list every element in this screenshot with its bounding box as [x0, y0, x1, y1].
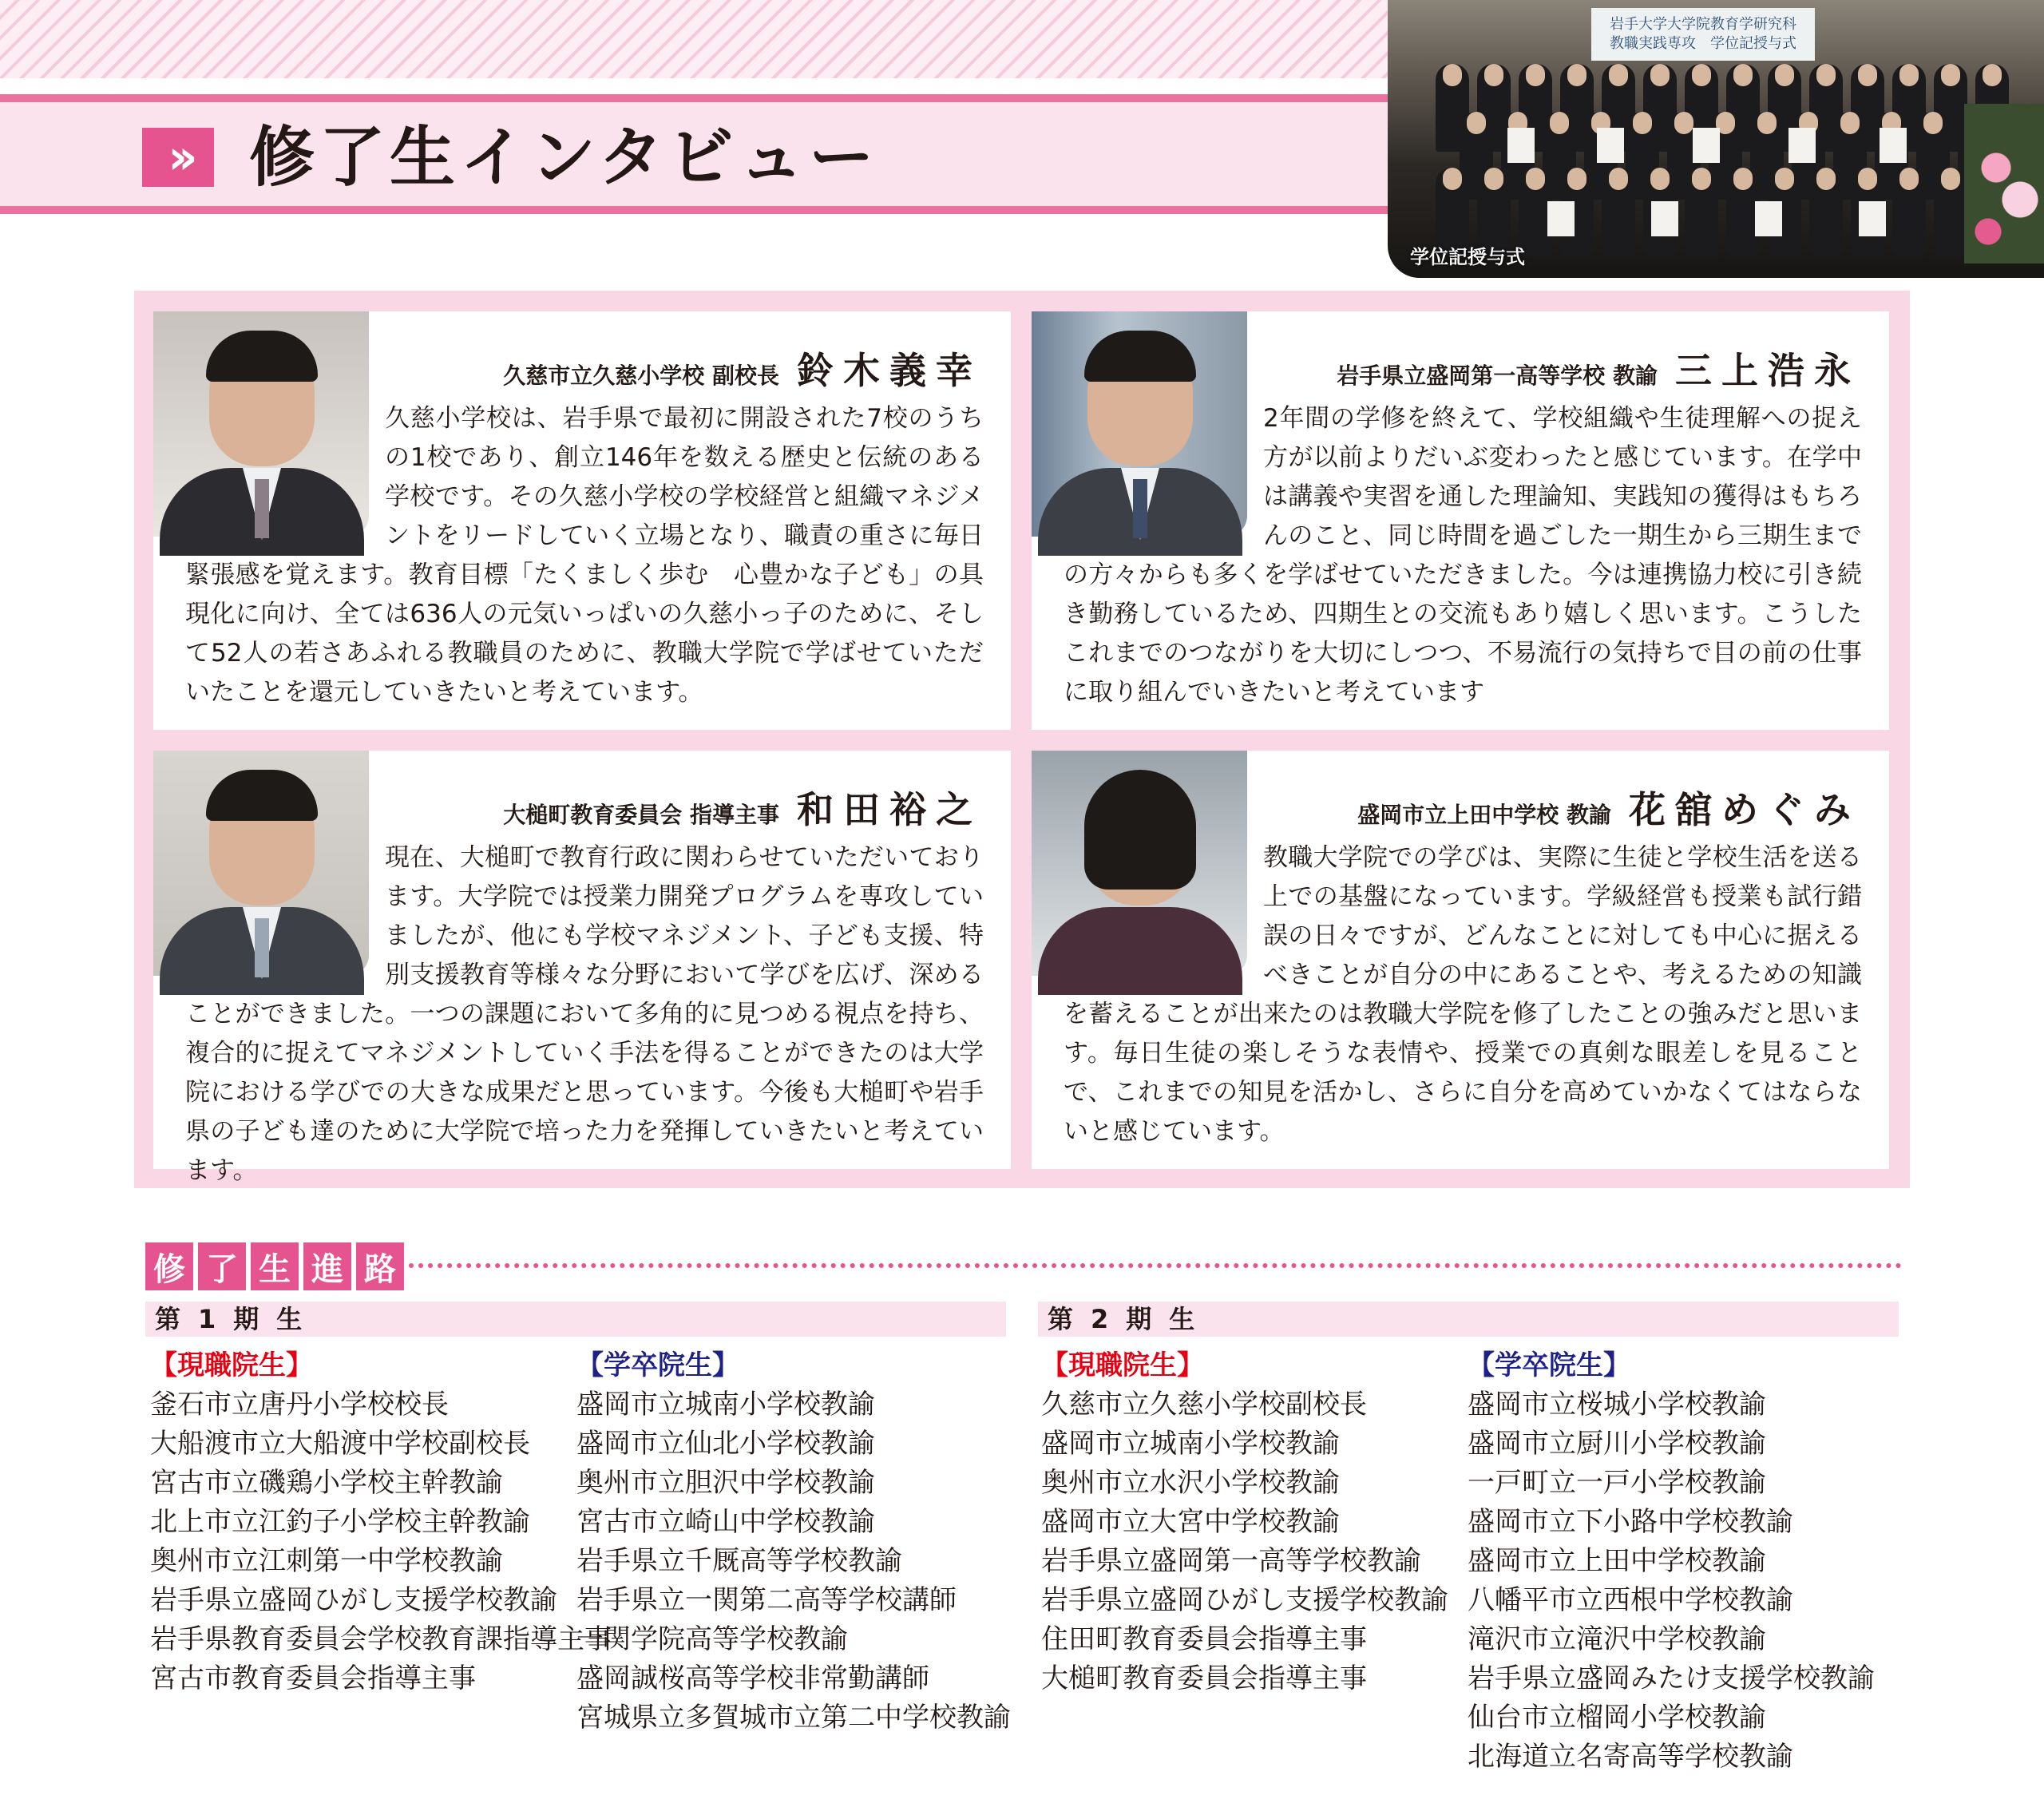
flower-arrangement [1964, 104, 2044, 264]
career-entry: 盛岡市立仙北小学校教諭 [576, 1428, 875, 1460]
careers-title [145, 1242, 404, 1290]
career-entry: 釜石市立唐丹小学校校長 [150, 1389, 449, 1421]
career-entry: 宮城県立多賀城市立第二中学校教諭 [576, 1702, 1011, 1734]
career-entry: 岩手県立千厩高等学校教諭 [576, 1545, 902, 1577]
photo-banner-line1: 岩手大学大学院教育学研究科 [1610, 16, 1796, 33]
career-entry: 大船渡市立大船渡中学校副校長 [150, 1428, 530, 1460]
career-entry: 岩手県教育委員会学校教育課指導主事 [150, 1623, 612, 1655]
career-entry: 岩手県立盛岡第一高等学校教諭 [1041, 1545, 1421, 1577]
career-entry: 盛岡誠桜高等学校非常勤講師 [576, 1662, 929, 1694]
career-entry: 北海道立名寄高等学校教諭 [1468, 1741, 1793, 1773]
career-entry: 北上市立江釣子小学校主幹教諭 [150, 1506, 530, 1538]
career-entry: 滝沢市立滝沢中学校教諭 [1468, 1623, 1766, 1655]
certificate [1788, 128, 1816, 163]
career-entry: 盛岡市立上田中学校教諭 [1468, 1545, 1766, 1577]
certificate [1755, 201, 1782, 236]
double-chevron-icon: ›› [142, 128, 214, 187]
career-list [1041, 1346, 1448, 1698]
career-entry: 盛岡市立厨川小学校教諭 [1468, 1428, 1766, 1460]
career-entry: 岩手県立盛岡ひがし支援学校教諭 [1041, 1584, 1448, 1616]
certificate [1547, 201, 1575, 236]
certificate [1597, 128, 1624, 163]
career-entry: 奥州市立水沢小学校教諭 [1041, 1467, 1340, 1499]
interviewee-name: 和田裕之 [797, 788, 982, 831]
photo-banner-line2: 教職実践専攻 学位記授与式 [1610, 35, 1796, 52]
ceremony-photo [1388, 0, 2044, 278]
certificate [1859, 201, 1886, 236]
career-group-label: 【現職院生】 [150, 1349, 313, 1381]
career-group-label: 【学卒院生】 [576, 1349, 739, 1381]
interviewee-name: 鈴木義幸 [797, 349, 982, 392]
career-entry: 仙台市立榴岡小学校教諭 [1468, 1702, 1766, 1734]
career-entry: 宮古市立磯鶏小学校主幹教諭 [150, 1467, 503, 1499]
careers-title-char: 了 [198, 1242, 246, 1290]
interviewee-name: 花舘めぐみ [1629, 788, 1860, 831]
career-entry: 久慈市立久慈小学校副校長 [1041, 1389, 1367, 1421]
career-list [1468, 1346, 1875, 1777]
interviewee-org: 盛岡市立上田中学校 教諭 [1357, 802, 1611, 828]
term-header: 第2期生 [1038, 1302, 1899, 1337]
interview-card [1032, 311, 1889, 730]
dotted-divider [409, 1263, 1902, 1268]
interview-text: 2年間の学修を終えて、学校組織や生徒理解への捉え方が以前よりだいぶ変わったと感じています。在学中は講義や実習を通した理論知、実践知の獲得はもちろんのこと、同じ時間を過ごした一期生から三期生までの方々からも多くを学ばせていただきました。今は連携協力校に引き続き勤務しているため、四期生との交流もあり嬉しく思います。こうしたこれまでのつながりを大切にしつつ、不易流行の気持ちで目の前の仕事に取り組んでいきたいと考えています [1064, 404, 1862, 707]
interviewee-heading [1337, 342, 1860, 394]
career-entry: 八幡平市立西根中学校教諭 [1468, 1584, 1793, 1616]
career-list [150, 1346, 612, 1698]
certificate [1507, 128, 1535, 163]
career-entry: 岩手県立盛岡ひがし支援学校教諭 [150, 1584, 557, 1616]
career-entry: 岩手県立盛岡みたけ支援学校教諭 [1468, 1662, 1875, 1694]
career-entry: 奥州市立胆沢中学校教諭 [576, 1467, 875, 1499]
career-entry: 宮古市教育委員会指導主事 [150, 1662, 476, 1694]
career-entry: 盛岡市立大宮中学校教諭 [1041, 1506, 1340, 1538]
interviewee-heading [503, 781, 982, 834]
career-entry: 一戸町立一戸小学校教諭 [1468, 1467, 1766, 1499]
interview-text: 久慈小学校は、岩手県で最初に開設された7校のうちの1校であり、創立146年を数える歴史と伝統のある学校です。その久慈小学校の学校経営と組織マネジメントをリードしていく立場となり、職責の重さに毎日緊張感を覚えます。教育目標「たくましく歩む 心豊かな子ども」の具現化に向け、全ては636人の元気いっぱいの久慈小っ子のために、そして52人の若さあふれる教職員のために、教職大学院で学ばせていただいたことを還元していきたいと考えています。 [185, 404, 984, 707]
interview-card [153, 751, 1011, 1185]
career-entry: 大槌町教育委員会指導主事 [1041, 1662, 1367, 1694]
careers-title-char: 生 [251, 1242, 299, 1290]
interviewee-heading [1357, 781, 1860, 834]
career-entry: 住田町教育委員会指導主事 [1041, 1623, 1367, 1655]
career-entry: 盛岡市立城南小学校教諭 [1041, 1428, 1340, 1460]
career-entry: 奥州市立江刺第一中学校教諭 [150, 1545, 503, 1577]
interview-card [153, 311, 1011, 730]
career-group-label: 【学卒院生】 [1468, 1349, 1630, 1381]
interview-card [1032, 751, 1889, 1169]
interview-text: 教職大学院での学びは、実際に生徒と学校生活を送る上での基盤になっています。学級経営も授業も試行錯誤の日々ですが、どんなことに対しても中心に据えるべきことが自分の中にあることや、考えるための知識を蓄えることが出来たのは教職大学院を修了したことの強みだと思います。毎日生徒の楽しそうな表情や、授業での真剣な眼差しを見ることで、これまでの知見を活かし、さらに自分を高めていかなくてはならないと感じています。 [1064, 843, 1862, 1146]
career-entry: 一関学院高等学校教諭 [576, 1623, 848, 1655]
photo-caption: 学位記授与式 [1410, 246, 1525, 268]
careers-title-char: 路 [356, 1242, 404, 1290]
career-entry: 盛岡市立桜城小学校教諭 [1468, 1389, 1766, 1421]
term-header: 第1期生 [145, 1302, 1006, 1337]
career-entry: 岩手県立一関第二高等学校講師 [576, 1584, 957, 1616]
interviewee-heading [503, 342, 982, 394]
certificate [1880, 128, 1907, 163]
careers-title-char: 進 [303, 1242, 351, 1290]
page-title: 修了生インタビュー [249, 120, 879, 196]
career-group-label: 【現職院生】 [1041, 1349, 1204, 1381]
certificate [1693, 128, 1720, 163]
interviewee-org: 大槌町教育委員会 指導主事 [503, 802, 779, 828]
interviewee-name: 三上浩永 [1675, 349, 1860, 392]
certificate [1651, 201, 1678, 236]
career-entry: 宮古市立崎山中学校教諭 [576, 1506, 875, 1538]
interviewee-org: 久慈市立久慈小学校 副校長 [503, 363, 779, 389]
careers-title-char: 修 [145, 1242, 193, 1290]
career-entry: 盛岡市立城南小学校教諭 [576, 1389, 875, 1421]
career-entry: 盛岡市立下小路中学校教諭 [1468, 1506, 1793, 1538]
career-list [576, 1346, 1011, 1738]
interviewee-org: 岩手県立盛岡第一高等学校 教諭 [1337, 363, 1658, 389]
photo-banner [1591, 8, 1815, 61]
interview-text: 現在、大槌町で教育行政に関わらせていただいております。大学院では授業力開発プログラムを専攻していましたが、他にも学校マネジメント、子ども支援、特別支援教育等様々な分野において学びを広げ、深めることができました。一つの課題において多角的に見つめる視点を持ち、複合的に捉えてマネジメントしていく手法を得ることができたのは大学院における学びでの大きな成果だと思っています。今後も大槌町や岩手県の子ども達のために大学院で培った力を発揮していきたいと考えています。 [185, 843, 984, 1185]
